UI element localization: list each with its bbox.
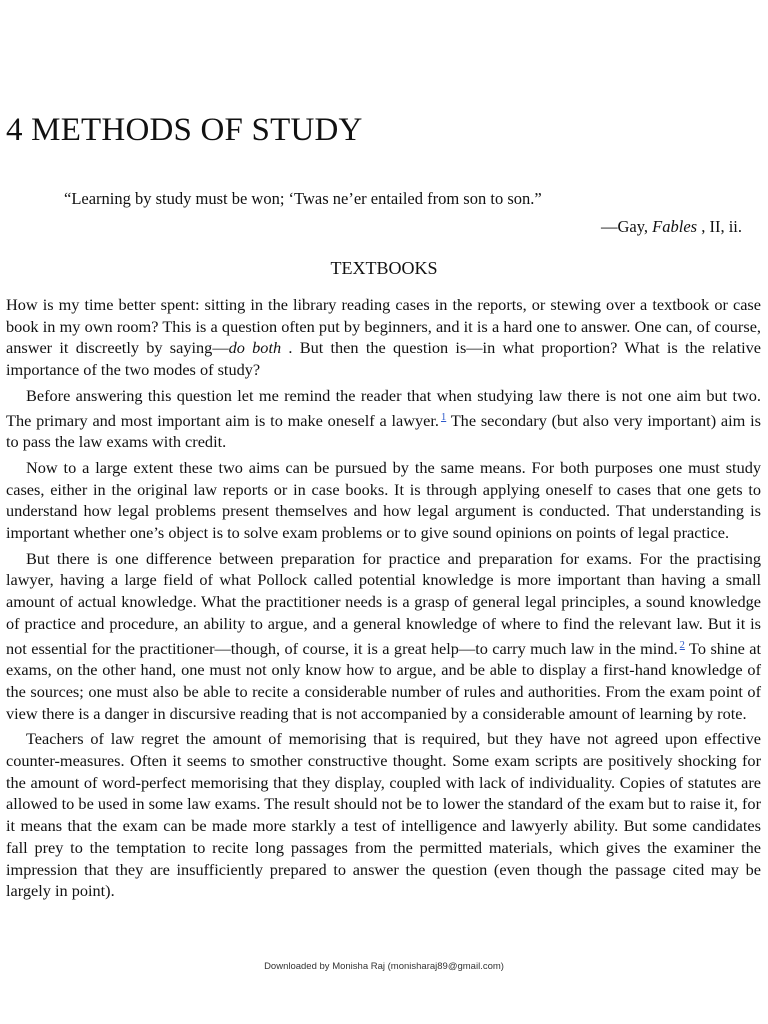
- paragraph-3: Now to a large extent these two aims can be pursued by the same means. For both purposes one must study cases, either in the original law reports or in case books. It is through applying oneself to cases that one gets to understand how legal problems present themselves and how legal argument is conducted. That understanding is important whether one’s object is to solve exam problems or to give sound opinions on points of legal practice.: [6, 457, 761, 543]
- paragraph-4-text-b: To shine at exams, on the other hand, one must not only know how to argue, and be able to display a first-hand knowledge of the sources; one must also be able to recite a considerable number of rules and authorities. From the exam point of view there is a danger in discursive reading that is not accompanied by a considerable amount of learning by rote.: [6, 638, 761, 723]
- attribution-suffix: , II, ii.: [697, 217, 742, 236]
- footnote-link-2[interactable]: 2: [679, 639, 685, 651]
- paragraph-4: [6, 548, 761, 725]
- paragraph-2-text-a: Before answering this question let me remind the reader that when studying law there is not one aim but two. The primary and most important aim is to make oneself a lawyer.: [6, 385, 761, 430]
- paragraph-1-emphasis: do both: [228, 338, 282, 358]
- paragraph-2: [6, 385, 761, 453]
- attribution-prefix: —Gay,: [600, 217, 653, 236]
- epigraph-attribution: [601, 217, 742, 237]
- paragraph-2-text-b: The secondary (but also very important) aim is to pass the law exams with credit.: [6, 410, 761, 452]
- paragraph-4-text-a: But there is one difference between preparation for practice and preparation for exams. For the practising lawyer, having a large field of what Pollock called potential knowledge is more important than having a small amount of actual knowledge. What the practitioner needs is a grasp of general legal principles, a sound knowledge of practice and procedure, an ability to argue, and a general knowledge of where to find the relevant law. But it is not essential for the practitioner—though, of course, it is a great help—to carry much law in the mind.: [6, 548, 761, 658]
- attribution-work-title: Fables: [652, 217, 698, 236]
- paragraph-1-text-b: . But then the question is—in what proportion? What is the relative importance of the two modes of study?: [6, 338, 761, 380]
- body-text: [6, 294, 761, 906]
- footnote-link-1[interactable]: 1: [440, 411, 447, 423]
- download-footer: Downloaded by Monisha Raj (monisharaj89@gmail.com): [264, 961, 504, 972]
- section-heading: TEXTBOOKS: [330, 258, 438, 278]
- paragraph-1: [6, 294, 761, 381]
- paragraph-5: Teachers of law regret the amount of memorising that is required, but they have not agreed upon effective counter-measures. Often it seems to smother constructive thought. Some exam scripts are positively shocking for the amount of word-perfect memorising that they display, coupled with lack of individuality. Copies of statutes are allowed to be used in some law exams. The result should not be to lower the standard of the exam but to raise it, for it means that the exam can be made more starkly a test of intelligence and lawyerly ability. But some candidates fall prey to the temptation to recite long passages from the permitted materials, which gives the examiner the impression that they are insufficiently prepared to answer the question (even though the passage cited may be largely in point).: [6, 729, 761, 901]
- paragraph-1-text-a: How is my time better spent: sitting in the library reading cases in the reports, or stewing over a textbook or case book in my own room? This is a question often put by beginners, and it is a hard one to answer. One can, of course, answer it discreetly by saying—: [6, 295, 761, 358]
- chapter-title: 4 METHODS OF STUDY: [6, 112, 363, 148]
- epigraph-quote: “Learning by study must be won; ‘Twas ne’er entailed from son to son.”: [64, 189, 542, 208]
